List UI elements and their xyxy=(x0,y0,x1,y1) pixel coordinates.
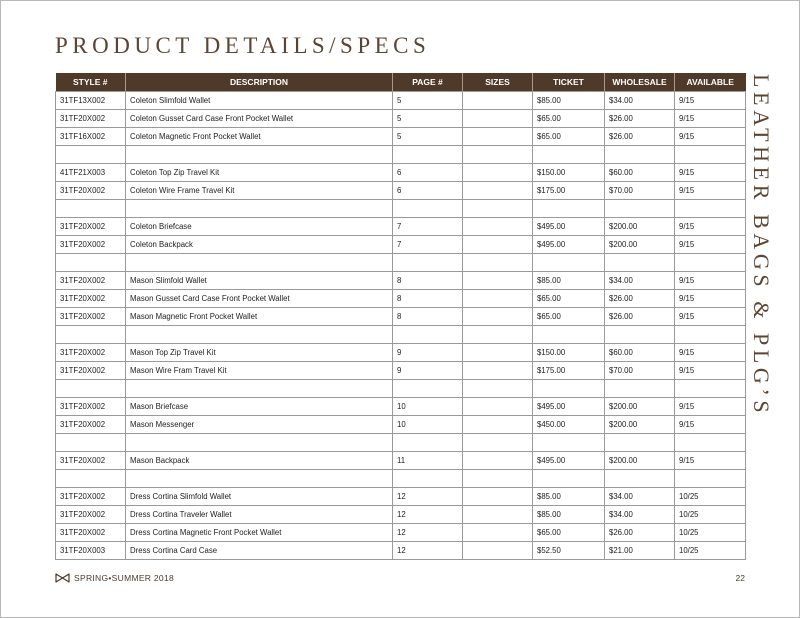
cell-sizes xyxy=(463,416,533,434)
cell-wholesale: $26.00 xyxy=(605,110,675,128)
cell-wholesale: $200.00 xyxy=(605,398,675,416)
cell-available xyxy=(675,326,746,344)
cell-available: 9/15 xyxy=(675,182,746,200)
cell-wholesale xyxy=(605,434,675,452)
cell-sizes xyxy=(463,128,533,146)
cell-ticket: $52.50 xyxy=(533,542,605,560)
spacer-row xyxy=(56,254,746,272)
cell-ticket: $65.00 xyxy=(533,110,605,128)
cell-available xyxy=(675,146,746,164)
cell-style: 31TF20X002 xyxy=(56,524,126,542)
cell-ticket xyxy=(533,200,605,218)
column-header-description: DESCRIPTION xyxy=(126,73,393,92)
table-row xyxy=(56,542,746,560)
cell-sizes xyxy=(463,326,533,344)
cell-style: 31TF20X002 xyxy=(56,218,126,236)
table-row xyxy=(56,164,746,182)
cell-available: 10/25 xyxy=(675,506,746,524)
cell-style: 31TF20X002 xyxy=(56,506,126,524)
cell-available: 9/15 xyxy=(675,416,746,434)
cell-wholesale xyxy=(605,470,675,488)
cell-description xyxy=(126,470,393,488)
cell-ticket: $450.00 xyxy=(533,416,605,434)
cell-style: 31TF20X002 xyxy=(56,182,126,200)
cell-wholesale: $21.00 xyxy=(605,542,675,560)
cell-sizes xyxy=(463,434,533,452)
cell-sizes xyxy=(463,272,533,290)
table-row xyxy=(56,290,746,308)
column-header-available: AVAILABLE xyxy=(675,73,746,92)
cell-description xyxy=(126,254,393,272)
cell-ticket: $495.00 xyxy=(533,236,605,254)
cell-description xyxy=(126,200,393,218)
table-row xyxy=(56,398,746,416)
cell-available: 9/15 xyxy=(675,92,746,110)
cell-sizes xyxy=(463,488,533,506)
table-header-row xyxy=(56,73,746,92)
table-row xyxy=(56,344,746,362)
cell-page: 6 xyxy=(393,164,463,182)
cell-page: 7 xyxy=(393,218,463,236)
cell-ticket: $65.00 xyxy=(533,290,605,308)
cell-sizes xyxy=(463,542,533,560)
table-body xyxy=(56,92,746,560)
cell-wholesale xyxy=(605,200,675,218)
table-row xyxy=(56,272,746,290)
cell-wholesale: $34.00 xyxy=(605,92,675,110)
cell-style: 31TF20X002 xyxy=(56,398,126,416)
cell-page: 9 xyxy=(393,344,463,362)
cell-page: 11 xyxy=(393,452,463,470)
cell-style xyxy=(56,470,126,488)
table-row xyxy=(56,362,746,380)
cell-available: 10/25 xyxy=(675,488,746,506)
cell-sizes xyxy=(463,524,533,542)
cell-wholesale: $34.00 xyxy=(605,506,675,524)
cell-description: Mason Slimfold Wallet xyxy=(126,272,393,290)
cell-description: Mason Briefcase xyxy=(126,398,393,416)
column-header-wholesale: WHOLESALE xyxy=(605,73,675,92)
cell-wholesale: $70.00 xyxy=(605,362,675,380)
column-header-ticket: TICKET xyxy=(533,73,605,92)
cell-page: 10 xyxy=(393,398,463,416)
cell-available: 9/15 xyxy=(675,128,746,146)
cell-sizes xyxy=(463,398,533,416)
cell-wholesale: $34.00 xyxy=(605,272,675,290)
cell-available: 9/15 xyxy=(675,218,746,236)
cell-style: 31TF20X002 xyxy=(56,236,126,254)
cell-sizes xyxy=(463,362,533,380)
cell-wholesale xyxy=(605,380,675,398)
spacer-row xyxy=(56,470,746,488)
cell-available: 9/15 xyxy=(675,344,746,362)
cell-sizes xyxy=(463,452,533,470)
cell-description: Mason Gusset Card Case Front Pocket Wallet xyxy=(126,290,393,308)
cell-ticket xyxy=(533,254,605,272)
cell-description: Coleton Backpack xyxy=(126,236,393,254)
cell-wholesale: $34.00 xyxy=(605,488,675,506)
cell-available: 9/15 xyxy=(675,452,746,470)
cell-description: Mason Wire Fram Travel Kit xyxy=(126,362,393,380)
cell-page xyxy=(393,200,463,218)
cell-wholesale xyxy=(605,254,675,272)
cell-page: 5 xyxy=(393,128,463,146)
cell-style: 31TF20X002 xyxy=(56,452,126,470)
cell-page: 7 xyxy=(393,236,463,254)
cell-style: 31TF20X003 xyxy=(56,542,126,560)
cell-wholesale: $70.00 xyxy=(605,182,675,200)
table-row xyxy=(56,236,746,254)
cell-available xyxy=(675,200,746,218)
cell-ticket: $85.00 xyxy=(533,92,605,110)
cell-wholesale: $200.00 xyxy=(605,236,675,254)
cell-ticket: $85.00 xyxy=(533,506,605,524)
cell-available: 10/25 xyxy=(675,542,746,560)
cell-style xyxy=(56,254,126,272)
cell-available: 9/15 xyxy=(675,236,746,254)
cell-ticket: $175.00 xyxy=(533,362,605,380)
table-row xyxy=(56,128,746,146)
cell-style xyxy=(56,146,126,164)
table-row xyxy=(56,182,746,200)
cell-style: 31TF20X002 xyxy=(56,362,126,380)
page-title: PRODUCT DETAILS/SPECS xyxy=(55,33,431,58)
footer-season: SPRING•SUMMER 2018 xyxy=(74,573,175,583)
cell-style xyxy=(56,200,126,218)
cell-page: 10 xyxy=(393,416,463,434)
cell-description: Coleton Slimfold Wallet xyxy=(126,92,393,110)
cell-sizes xyxy=(463,182,533,200)
cell-sizes xyxy=(463,290,533,308)
cell-style: 31TF20X002 xyxy=(56,110,126,128)
cell-ticket: $150.00 xyxy=(533,344,605,362)
cell-description: Coleton Wire Frame Travel Kit xyxy=(126,182,393,200)
cell-description: Coleton Briefcase xyxy=(126,218,393,236)
cell-available xyxy=(675,434,746,452)
product-specs-table xyxy=(55,73,746,560)
cell-page: 9 xyxy=(393,362,463,380)
cell-available: 9/15 xyxy=(675,290,746,308)
cell-page xyxy=(393,254,463,272)
table-row xyxy=(56,110,746,128)
spacer-row xyxy=(56,326,746,344)
cell-wholesale: $60.00 xyxy=(605,344,675,362)
cell-ticket: $85.00 xyxy=(533,272,605,290)
cell-description: Coleton Top Zip Travel Kit xyxy=(126,164,393,182)
cell-wholesale xyxy=(605,326,675,344)
table-row xyxy=(56,488,746,506)
cell-page: 5 xyxy=(393,110,463,128)
cell-wholesale: $200.00 xyxy=(605,452,675,470)
cell-style: 41TF21X003 xyxy=(56,164,126,182)
cell-sizes xyxy=(463,344,533,362)
cell-page: 8 xyxy=(393,290,463,308)
cell-wholesale: $200.00 xyxy=(605,218,675,236)
cell-available: 9/15 xyxy=(675,398,746,416)
section-title-vertical: LEATHER BAGS & PLG’S xyxy=(749,74,774,418)
cell-description: Dress Cortina Traveler Wallet xyxy=(126,506,393,524)
cell-wholesale: $26.00 xyxy=(605,524,675,542)
cell-sizes xyxy=(463,218,533,236)
cell-sizes xyxy=(463,92,533,110)
cell-sizes xyxy=(463,470,533,488)
cell-wholesale: $26.00 xyxy=(605,290,675,308)
table-row xyxy=(56,218,746,236)
cell-description: Coleton Magnetic Front Pocket Wallet xyxy=(126,128,393,146)
cell-available xyxy=(675,470,746,488)
cell-sizes xyxy=(463,236,533,254)
cell-sizes xyxy=(463,506,533,524)
cell-ticket xyxy=(533,470,605,488)
cell-page xyxy=(393,434,463,452)
cell-page xyxy=(393,380,463,398)
cell-available: 9/15 xyxy=(675,308,746,326)
cell-description: Mason Top Zip Travel Kit xyxy=(126,344,393,362)
cell-wholesale: $60.00 xyxy=(605,164,675,182)
cell-sizes xyxy=(463,164,533,182)
cell-sizes xyxy=(463,308,533,326)
cell-page: 12 xyxy=(393,542,463,560)
cell-style: 31TF16X002 xyxy=(56,128,126,146)
cell-description: Mason Backpack xyxy=(126,452,393,470)
table-row xyxy=(56,524,746,542)
table-row xyxy=(56,416,746,434)
cell-style: 31TF13X002 xyxy=(56,92,126,110)
cell-ticket xyxy=(533,434,605,452)
cell-wholesale xyxy=(605,146,675,164)
cell-available xyxy=(675,380,746,398)
page-number: 22 xyxy=(735,573,745,583)
cell-ticket: $495.00 xyxy=(533,452,605,470)
cell-description: Mason Messenger xyxy=(126,416,393,434)
cell-description: Coleton Gusset Card Case Front Pocket Wallet xyxy=(126,110,393,128)
cell-available: 9/15 xyxy=(675,110,746,128)
bowtie-logo-icon xyxy=(55,573,70,585)
cell-ticket: $495.00 xyxy=(533,398,605,416)
cell-style: 31TF20X002 xyxy=(56,488,126,506)
cell-description xyxy=(126,326,393,344)
cell-style: 31TF20X002 xyxy=(56,272,126,290)
cell-page: 12 xyxy=(393,488,463,506)
cell-wholesale: $26.00 xyxy=(605,128,675,146)
cell-style: 31TF20X002 xyxy=(56,344,126,362)
cell-available: 9/15 xyxy=(675,164,746,182)
cell-description: Dress Cortina Magnetic Front Pocket Wallet xyxy=(126,524,393,542)
table-row xyxy=(56,92,746,110)
table-row xyxy=(56,506,746,524)
cell-page: 12 xyxy=(393,506,463,524)
cell-page: 6 xyxy=(393,182,463,200)
cell-description: Mason Magnetic Front Pocket Wallet xyxy=(126,308,393,326)
cell-ticket xyxy=(533,380,605,398)
cell-ticket xyxy=(533,146,605,164)
cell-page: 8 xyxy=(393,308,463,326)
spacer-row xyxy=(56,434,746,452)
cell-style xyxy=(56,326,126,344)
cell-description xyxy=(126,380,393,398)
cell-ticket xyxy=(533,326,605,344)
cell-style: 31TF20X002 xyxy=(56,416,126,434)
cell-page xyxy=(393,146,463,164)
cell-style xyxy=(56,434,126,452)
cell-available: 10/25 xyxy=(675,524,746,542)
cell-sizes xyxy=(463,200,533,218)
spacer-row xyxy=(56,380,746,398)
column-header-style: STYLE # xyxy=(56,73,126,92)
table-row xyxy=(56,452,746,470)
cell-ticket: $495.00 xyxy=(533,218,605,236)
table-row xyxy=(56,308,746,326)
column-header-sizes: SIZES xyxy=(463,73,533,92)
cell-wholesale: $26.00 xyxy=(605,308,675,326)
cell-style xyxy=(56,380,126,398)
cell-ticket: $175.00 xyxy=(533,182,605,200)
cell-ticket: $150.00 xyxy=(533,164,605,182)
cell-page: 5 xyxy=(393,92,463,110)
page-footer xyxy=(55,572,745,586)
cell-page: 8 xyxy=(393,272,463,290)
cell-style: 31TF20X002 xyxy=(56,308,126,326)
cell-available xyxy=(675,254,746,272)
cell-available: 9/15 xyxy=(675,362,746,380)
cell-page: 12 xyxy=(393,524,463,542)
cell-wholesale: $200.00 xyxy=(605,416,675,434)
cell-sizes xyxy=(463,380,533,398)
cell-page xyxy=(393,326,463,344)
spacer-row xyxy=(56,146,746,164)
cell-description: Dress Cortina Slimfold Wallet xyxy=(126,488,393,506)
cell-ticket: $65.00 xyxy=(533,524,605,542)
column-header-page: PAGE # xyxy=(393,73,463,92)
cell-page xyxy=(393,470,463,488)
cell-sizes xyxy=(463,110,533,128)
spacer-row xyxy=(56,200,746,218)
cell-sizes xyxy=(463,254,533,272)
cell-style: 31TF20X002 xyxy=(56,290,126,308)
cell-ticket: $65.00 xyxy=(533,128,605,146)
cell-available: 9/15 xyxy=(675,272,746,290)
cell-description: Dress Cortina Card Case xyxy=(126,542,393,560)
cell-sizes xyxy=(463,146,533,164)
cell-ticket: $85.00 xyxy=(533,488,605,506)
cell-description xyxy=(126,434,393,452)
cell-ticket: $65.00 xyxy=(533,308,605,326)
cell-description xyxy=(126,146,393,164)
